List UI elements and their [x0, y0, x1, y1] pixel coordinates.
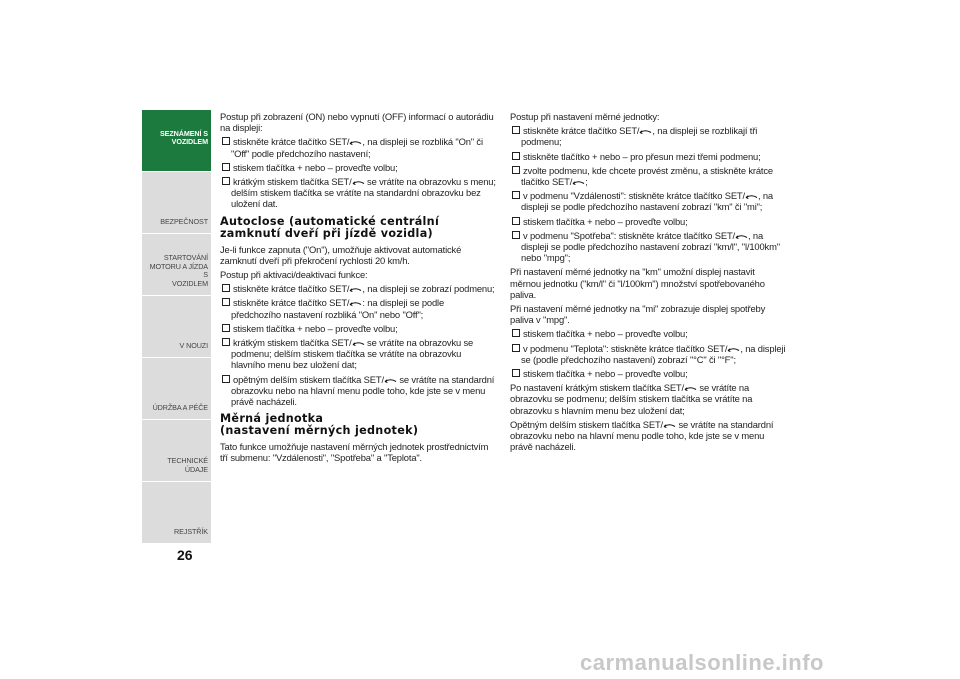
set-key-icon	[352, 179, 365, 186]
tab-label: SEZNÁMENÍ S VOZIDLEM	[159, 129, 208, 147]
list-item: opětným delším stiskem tlačítka SET/ se vrátíte na standardní obrazovku nebo na hlavní menu podle toho, kde jste se v menu právě nacházeli.	[220, 374, 496, 408]
set-key-icon	[684, 385, 697, 392]
paragraph: Tato funkce umožňuje nastavení měrných jednotek prostřednictvím tří submenu: "Vzdálenosti", "Spotřeba" a "Teplota".	[220, 441, 489, 464]
set-key-icon	[727, 346, 740, 353]
paragraph: Postup při nastavení měrné jednotky:	[510, 111, 660, 122]
page-number: 26	[177, 547, 193, 563]
set-key-icon	[349, 286, 362, 293]
list-item: zvolte podmenu, kde chcete provést změnu, a stiskněte krátce tlačítko SET/ ;	[510, 165, 786, 187]
list-item: stiskněte tlačítko + nebo – pro přesun mezi třemi podmenu;	[510, 151, 786, 162]
checkbox-icon	[512, 329, 520, 337]
list-item: v podmenu "Teplota": stiskněte krátce tlačítko SET/ , na displeji se (podle předchozího nastavení) zobrazí "°C" či "°F";	[510, 343, 786, 365]
paragraph: Postup při aktivaci/deaktivaci funkce:	[220, 269, 368, 281]
checkbox-icon	[222, 338, 230, 346]
tab-seznameni[interactable]	[142, 110, 211, 172]
set-key-icon	[352, 340, 365, 347]
tab-udrzba[interactable]	[142, 358, 211, 420]
set-key-icon	[349, 300, 362, 307]
set-key-icon	[663, 422, 676, 429]
set-key-icon	[639, 128, 652, 135]
checkbox-icon	[222, 298, 230, 306]
list-item: stiskem tlačítka + nebo – proveďte volbu;	[220, 323, 496, 334]
paragraph: Postup při zobrazení (ON) nebo vypnutí (OFF) informací o autorádiu na displeji:	[220, 111, 494, 134]
section-heading-merna-jednotka: Měrná jednotka (nastavení měrných jednotek)	[220, 412, 419, 438]
list-item: stiskem tlačítka + nebo – proveďte volbu;	[220, 162, 496, 173]
tab-label: REJSTŘÍK	[174, 526, 208, 536]
list-item: v podmenu "Spotřeba": stiskněte krátce tlačítko SET/ , na displeji se podle předchozího nastavení zobrazí "km/l", "l/100km" nebo "mpg";	[510, 230, 786, 264]
list-item: stiskněte krátce tlačítko SET/ , na displeji se zobrazí podmenu;	[220, 283, 496, 294]
paragraph: Při nastavení měrné jednotky na "mi" zobrazuje displej spotřeby paliva v "mpg".	[510, 303, 766, 326]
list-item: stiskněte krátce tlačítko SET/ , na displeji se rozblikají tři podmenu;	[510, 125, 786, 147]
set-key-icon	[349, 139, 362, 146]
section-heading-autoclose: Autoclose (automatické centrální zamknutí dveří při jízdě vozidla)	[220, 214, 440, 240]
set-key-icon	[384, 377, 397, 384]
set-key-icon	[572, 179, 585, 186]
paragraph: Je-li funkce zapnuta ("On"), umožňuje aktivovat automatické zamknutí dveří při překročení rychlosti 20 km/h.	[220, 243, 462, 266]
list-item: stiskněte krátce tlačítko SET/ , na displeji se rozbliká "On" či "Off" podle předchozího nastavení;	[220, 136, 496, 158]
list-item: stiskněte krátce tlačítko SET/ : na displeji se podle předchozího nastavení rozbliká "On" nebo "Off";	[220, 297, 496, 319]
tab-rejstrik[interactable]	[142, 482, 211, 544]
tab-technicke-udaje[interactable]	[142, 420, 211, 482]
checkbox-icon	[512, 231, 520, 239]
checkbox-icon	[222, 324, 230, 332]
list-item: stiskem tlačítka + nebo – proveďte volbu;	[510, 328, 786, 339]
checkbox-icon	[512, 126, 520, 134]
tab-label: V NOUZI	[179, 340, 208, 350]
tab-label: BEZPEČNOST	[160, 216, 208, 226]
set-key-icon	[735, 233, 748, 240]
list-item: v podmenu "Vzdálenosti": stiskněte krátce tlačítko SET/ , na displeji se podle předchozího nastavení zobrazí "km" či "mi";	[510, 190, 786, 212]
tab-v-nouzi[interactable]	[142, 296, 211, 358]
checkbox-icon	[512, 217, 520, 225]
paragraph: Opětným delším stiskem tlačítka SET/ se vrátíte na standardní obrazovku nebo na hlavní menu podle toho, kde jste se v menu právě nacházeli.	[510, 418, 774, 453]
chapter-sidebar	[142, 110, 211, 545]
watermark: carmanualsonline.info	[580, 650, 824, 675]
checkbox-icon	[222, 163, 230, 171]
tab-label: ÚDRŽBA A PÉČE	[152, 402, 208, 412]
checkbox-icon	[222, 137, 230, 145]
list-item: stiskem tlačítka + nebo – proveďte volbu;	[510, 368, 786, 379]
paragraph: Při nastavení měrné jednotky na "km" umožní displej nastavit měrnou jednotku ("km/l" či "l/100km") množství spotřebovaného paliva.	[510, 266, 765, 300]
right-column	[510, 111, 786, 455]
tab-bezpecnost[interactable]	[142, 172, 211, 234]
list-item: krátkým stiskem tlačítka SET/ se vrátíte na obrazovku s menu; delším stiskem tlačítka se vrátíte na standardní obrazovku bez uložení dat.	[220, 176, 496, 210]
checkbox-icon	[512, 152, 520, 160]
checkbox-icon	[222, 375, 230, 383]
checkbox-icon	[512, 166, 520, 174]
left-column	[220, 111, 496, 467]
tab-startovani[interactable]	[142, 234, 211, 296]
set-key-icon	[745, 193, 758, 200]
list-item: stiskem tlačítka + nebo – proveďte volbu;	[510, 216, 786, 227]
list-item: krátkým stiskem tlačítka SET/ se vrátíte na obrazovku se podmenu; delším stiskem tlačítka se vrátíte na obrazovku hlavního menu bez uložení dat;	[220, 337, 496, 371]
checkbox-icon	[222, 177, 230, 185]
tab-label: STARTOVÁNÍ MOTORU A JÍZDA S VOZIDLEM	[149, 253, 208, 288]
checkbox-icon	[222, 284, 230, 292]
tab-label: TECHNICKÉ ÚDAJE	[167, 456, 208, 474]
checkbox-icon	[512, 369, 520, 377]
checkbox-icon	[512, 191, 520, 199]
checkbox-icon	[512, 344, 520, 352]
paragraph: Po nastavení krátkým stiskem tlačítka SET/ se vrátíte na obrazovku se podmenu; delším stiskem tlačítka se vrátíte na obrazovku s hlavním menu bez uložení dat;	[510, 382, 753, 416]
